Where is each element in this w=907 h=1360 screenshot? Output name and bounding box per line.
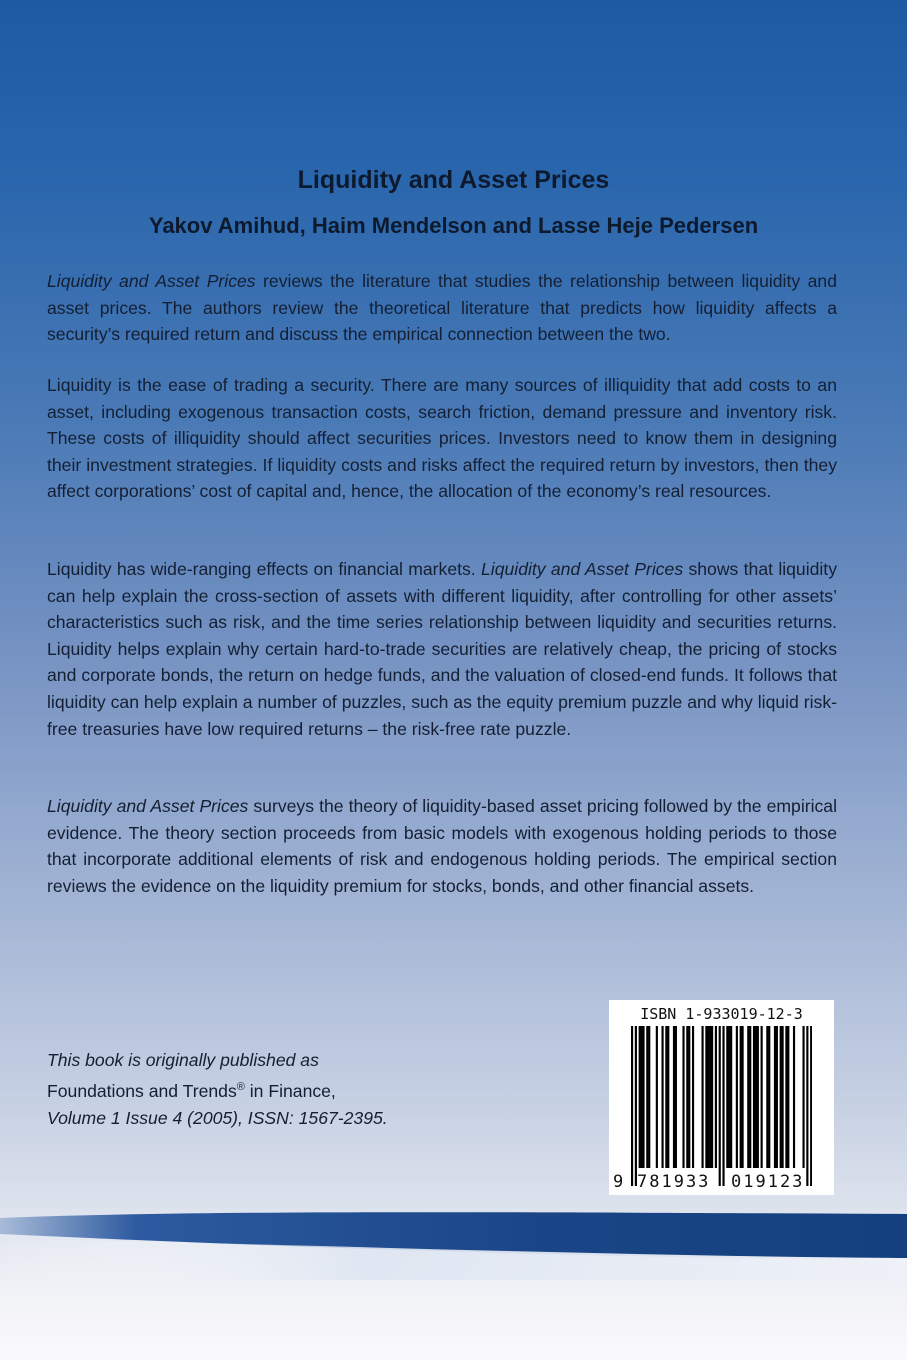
book-title: Liquidity and Asset Prices [297,166,610,194]
barcode-bar [802,1026,804,1168]
ean-right-digits: 019123 [731,1172,805,1192]
barcode-bar [719,1026,721,1186]
barcode-bar [667,1026,669,1168]
barcode-bar [701,1026,703,1168]
book-title-italic: Liquidity and Asset Prices [47,796,249,816]
paragraph-text: shows that liquidity can help explain the cross-section of assets with different liquidity, after controlling for other assets’ characteristics such as risk, and the time series relationship between liquidity and securities returns. Liquidity helps explain why certain hard-to-trade securities are relatively cheap, the pricing of stocks and corporate bonds, the return on hedge funds, and the valuation of closed-end funds. It follows that liquidity can help explain a number of puzzles, such as the equity premium puzzle and why liquid risk-free treasuries have low required returns – the risk-free rate puzzle. [47,559,837,739]
book-title-italic: Liquidity and Asset Prices [481,559,684,579]
barcode-bar [665,1026,667,1168]
barcode-bar [686,1026,688,1168]
barcode-bar [810,1026,812,1186]
barcode-bar [711,1026,713,1168]
barcode-bar [642,1026,644,1168]
barcode-bar [661,1026,663,1168]
barcode-bar [787,1026,789,1168]
ean-first-digit: 9 [613,1172,624,1192]
barcode-bar [682,1026,684,1168]
publication-note-line-1: This book is originally published as [47,1050,319,1070]
barcode-bar [705,1026,707,1168]
barcode-bar [730,1026,732,1168]
paragraph-text: Liquidity is the ease of trading a security. There are many sources of illiquidity that add costs to an asset, including exogenous transaction costs, search friction, demand pressure and inventory risk. These costs of illiquidity should affect securities prices. Investors need to know them in designing their investment strategies. If liquidity costs and risks affect the required return by investors, then they affect corporations’ cost of capital and, hence, the allocation of the economy’s real resources. [47,375,837,502]
barcode-bar [631,1026,633,1186]
barcode-bar [747,1026,749,1168]
barcode-bar [742,1026,744,1168]
barcode-bar [776,1026,778,1168]
barcode-bar [753,1026,755,1168]
decorative-swoosh [0,1200,907,1280]
barcode-bars [631,1026,812,1186]
barcode-bar [707,1026,709,1168]
barcode-bar [785,1026,787,1168]
isbn-label: ISBN 1-933019-12-3 [640,1005,803,1023]
series-field: in Finance, [244,1081,336,1101]
barcode-bar [692,1026,694,1168]
barcode-bar [793,1026,795,1168]
barcode-bar [749,1026,751,1168]
barcode-bar [740,1026,742,1168]
barcode-bar [715,1026,717,1168]
barcode-bar [639,1026,641,1168]
barcode-bar [673,1026,675,1168]
isbn-barcode [609,1000,834,1195]
barcode-bar [736,1026,738,1168]
barcode-bar [806,1026,808,1186]
registered-mark: ® [236,1081,245,1093]
barcode-bar [761,1026,763,1168]
barcode-bar [755,1026,757,1168]
barcode-bar [656,1026,658,1168]
ean-digits [609,1172,834,1192]
publication-note [47,1047,527,1132]
book-title-italic: Liquidity and Asset Prices [47,271,256,291]
barcode-bar [774,1026,776,1168]
barcode-bar [688,1026,690,1168]
barcode-bar [722,1026,724,1186]
series-name: Foundations and Trends [47,1081,237,1101]
barcode-bar [726,1026,728,1168]
barcode-bar [635,1026,637,1186]
barcode-bar [641,1026,643,1168]
paragraph-text: surveys the theory of liquidity-based asset pricing followed by the empirical evidence. The theory section proceeds from basic models with exogenous holding periods to those that incorporate additional elements of risk and endogenous holding periods. The empirical section reviews the evidence on the liquidity premium for stocks, bonds, and other financial assets. [47,796,837,896]
book-authors: Yakov Amihud, Haim Mendelson and Lasse Heje Pedersen [148,213,759,238]
barcode-bar [728,1026,730,1168]
description-paragraph-4 [47,793,837,899]
paragraph-text: reviews the literature that studies the relationship between liquidity and asset prices. The authors review the theoretical literature that predicts how liquidity affects a security’s required return and discuss the empirical connection between the two. [47,271,837,345]
description-paragraph-3 [47,556,837,742]
barcode-bar [782,1026,784,1168]
publication-note-line-2 [47,1074,527,1105]
description-paragraph-2 [47,372,837,505]
paragraph-text: Liquidity has wide-ranging effects on financial markets. [47,559,482,579]
barcode-bar [780,1026,782,1168]
barcode-bar [768,1026,770,1168]
barcode-bar [675,1026,677,1168]
barcode-bar [766,1026,768,1168]
barcode-bar [757,1026,759,1168]
barcode-bar [648,1026,650,1168]
ean-left-digits: 781933 [637,1172,711,1192]
barcode-bar [709,1026,711,1168]
barcode-bar [646,1026,648,1168]
publication-note-line-3: Volume 1 Issue 4 (2005), ISSN: 1567-2395. [47,1108,388,1128]
description-paragraph-1 [47,268,837,348]
